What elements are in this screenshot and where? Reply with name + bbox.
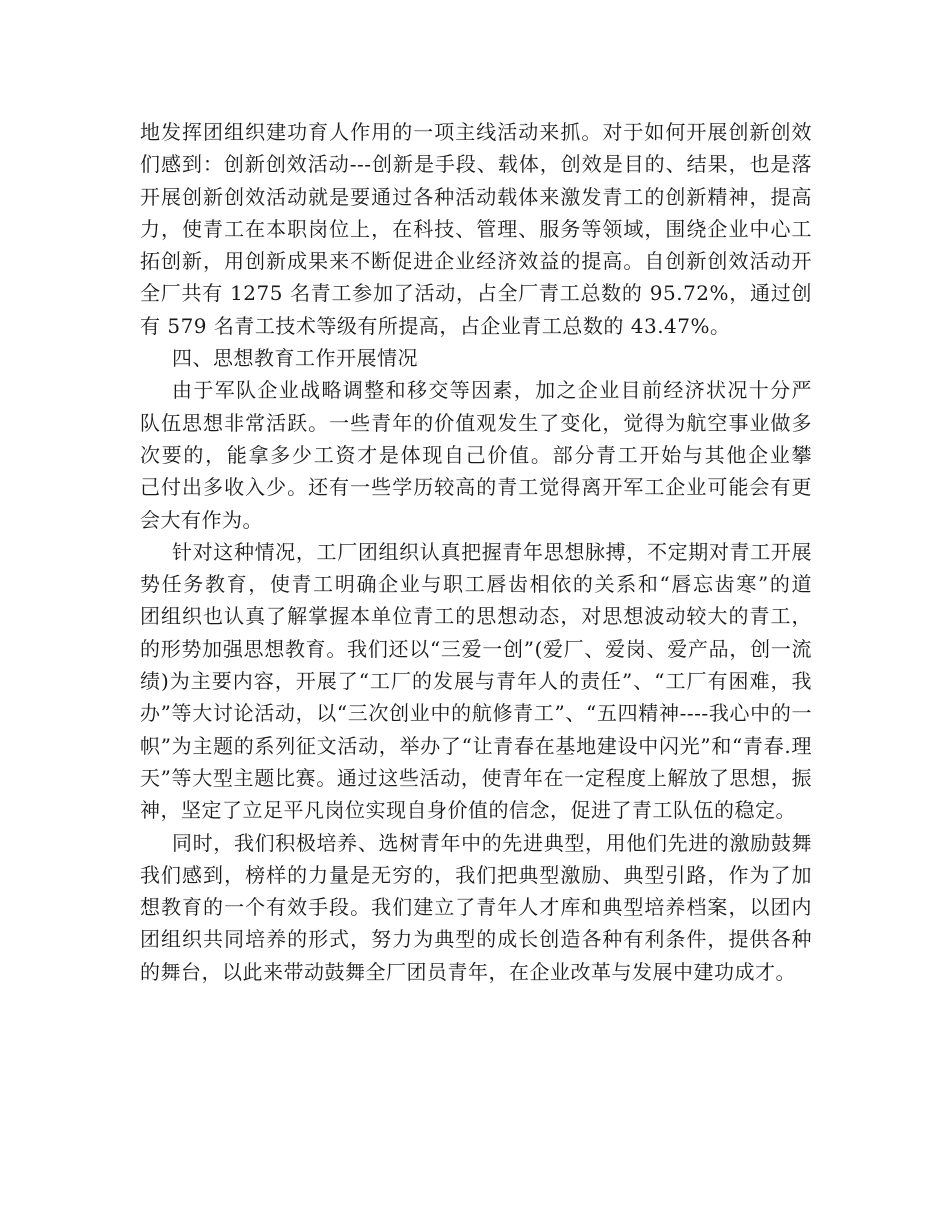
text-line: 地发挥团组织建功育人作用的一项主线活动来抓。对于如何开展创新创效	[140, 120, 812, 144]
text-line: 神，坚定了立足平凡岗位实现自身价值的信念，促进了青工队伍的稳定。	[140, 798, 796, 823]
text-line: 团组织也认真了解掌握本单位青工的思想动态，对思想波动较大的青工，	[140, 604, 812, 629]
text-line: 办”等大讨论活动，以“三次创业中的航修青工”、“五四精神----我心中的一	[140, 701, 812, 726]
text-line: 绩)为主要内容，开展了“工厂的发展与青年人的责任”、“工厂有困难，我	[140, 669, 812, 694]
text-line: 帜”为主题的系列征文活动，举办了“让青春在基地建设中闪光”和“青春.理	[140, 733, 812, 758]
text-line: 会大有作为。	[140, 507, 263, 532]
document-body	[140, 116, 812, 988]
text-line: 的舞台，以此来带动鼓舞全厂团员青年，在企业改革与发展中建功成才。	[140, 959, 796, 984]
text-line: 同时，我们积极培养、选树青年中的先进典型，用他们先进的激励鼓舞	[172, 830, 812, 855]
text-line: 有 579 名青工技术等级有所提高，占企业青工总数的 43.47%。	[140, 313, 731, 338]
text-line: 势任务教育，使青工明确企业与职工唇齿相依的关系和“唇忘齿寒”的道	[140, 572, 812, 597]
text-line: 拓创新，用创新成果来不断促进企业经济效益的提高。自创新创效活动开	[140, 249, 812, 274]
text-line: 针对这种情况，工厂团组织认真把握青年思想脉搏，不定期对青工开展	[172, 539, 812, 564]
text-line: 天”等大型主题比赛。通过这些活动，使青年在一定程度上解放了思想，振	[140, 765, 812, 790]
text-line: 全厂共有 1275 名青工参加了活动，占全厂青工总数的 95.72%，通过创	[140, 281, 812, 306]
text-line: 己付出多收入少。还有一些学历较高的青工觉得离开军工企业可能会有更	[140, 475, 812, 500]
text-line: 力，使青工在本职岗位上，在科技、管理、服务等领域，围绕企业中心工	[140, 216, 812, 241]
text-line: 队伍思想非常活跃。一些青年的价值观发生了变化，觉得为航空事业做多	[140, 410, 812, 435]
text-line: 团组织共同培养的形式，努力为典型的成长创造各种有利条件，提供各种	[140, 927, 812, 952]
text-line: 开展创新创效活动就是要通过各种活动载体来激发青工的创新精神，提高	[140, 184, 812, 209]
text-line: 我们感到，榜样的力量是无穷的，我们把典型激励、典型引路，作为了加	[140, 862, 812, 887]
section-heading: 四、思想教育工作开展情况	[172, 346, 418, 371]
text-line: 的形势加强思想教育。我们还以“三爱一创”(爱厂、爱岗、爱产品，创一流	[140, 636, 812, 661]
text-line: 由于军队企业战略调整和移交等因素，加之企业目前经济状况十分严	[172, 378, 812, 403]
text-line: 们感到：创新创效活动---创新是手段、载体，创效是目的、结果，也是落	[140, 152, 812, 177]
text-line: 次要的，能拿多少工资才是体现自己价值。部分青工开始与其他企业攀	[140, 442, 812, 467]
text-line: 想教育的一个有效手段。我们建立了青年人才库和典型培养档案，以团内	[140, 895, 812, 920]
